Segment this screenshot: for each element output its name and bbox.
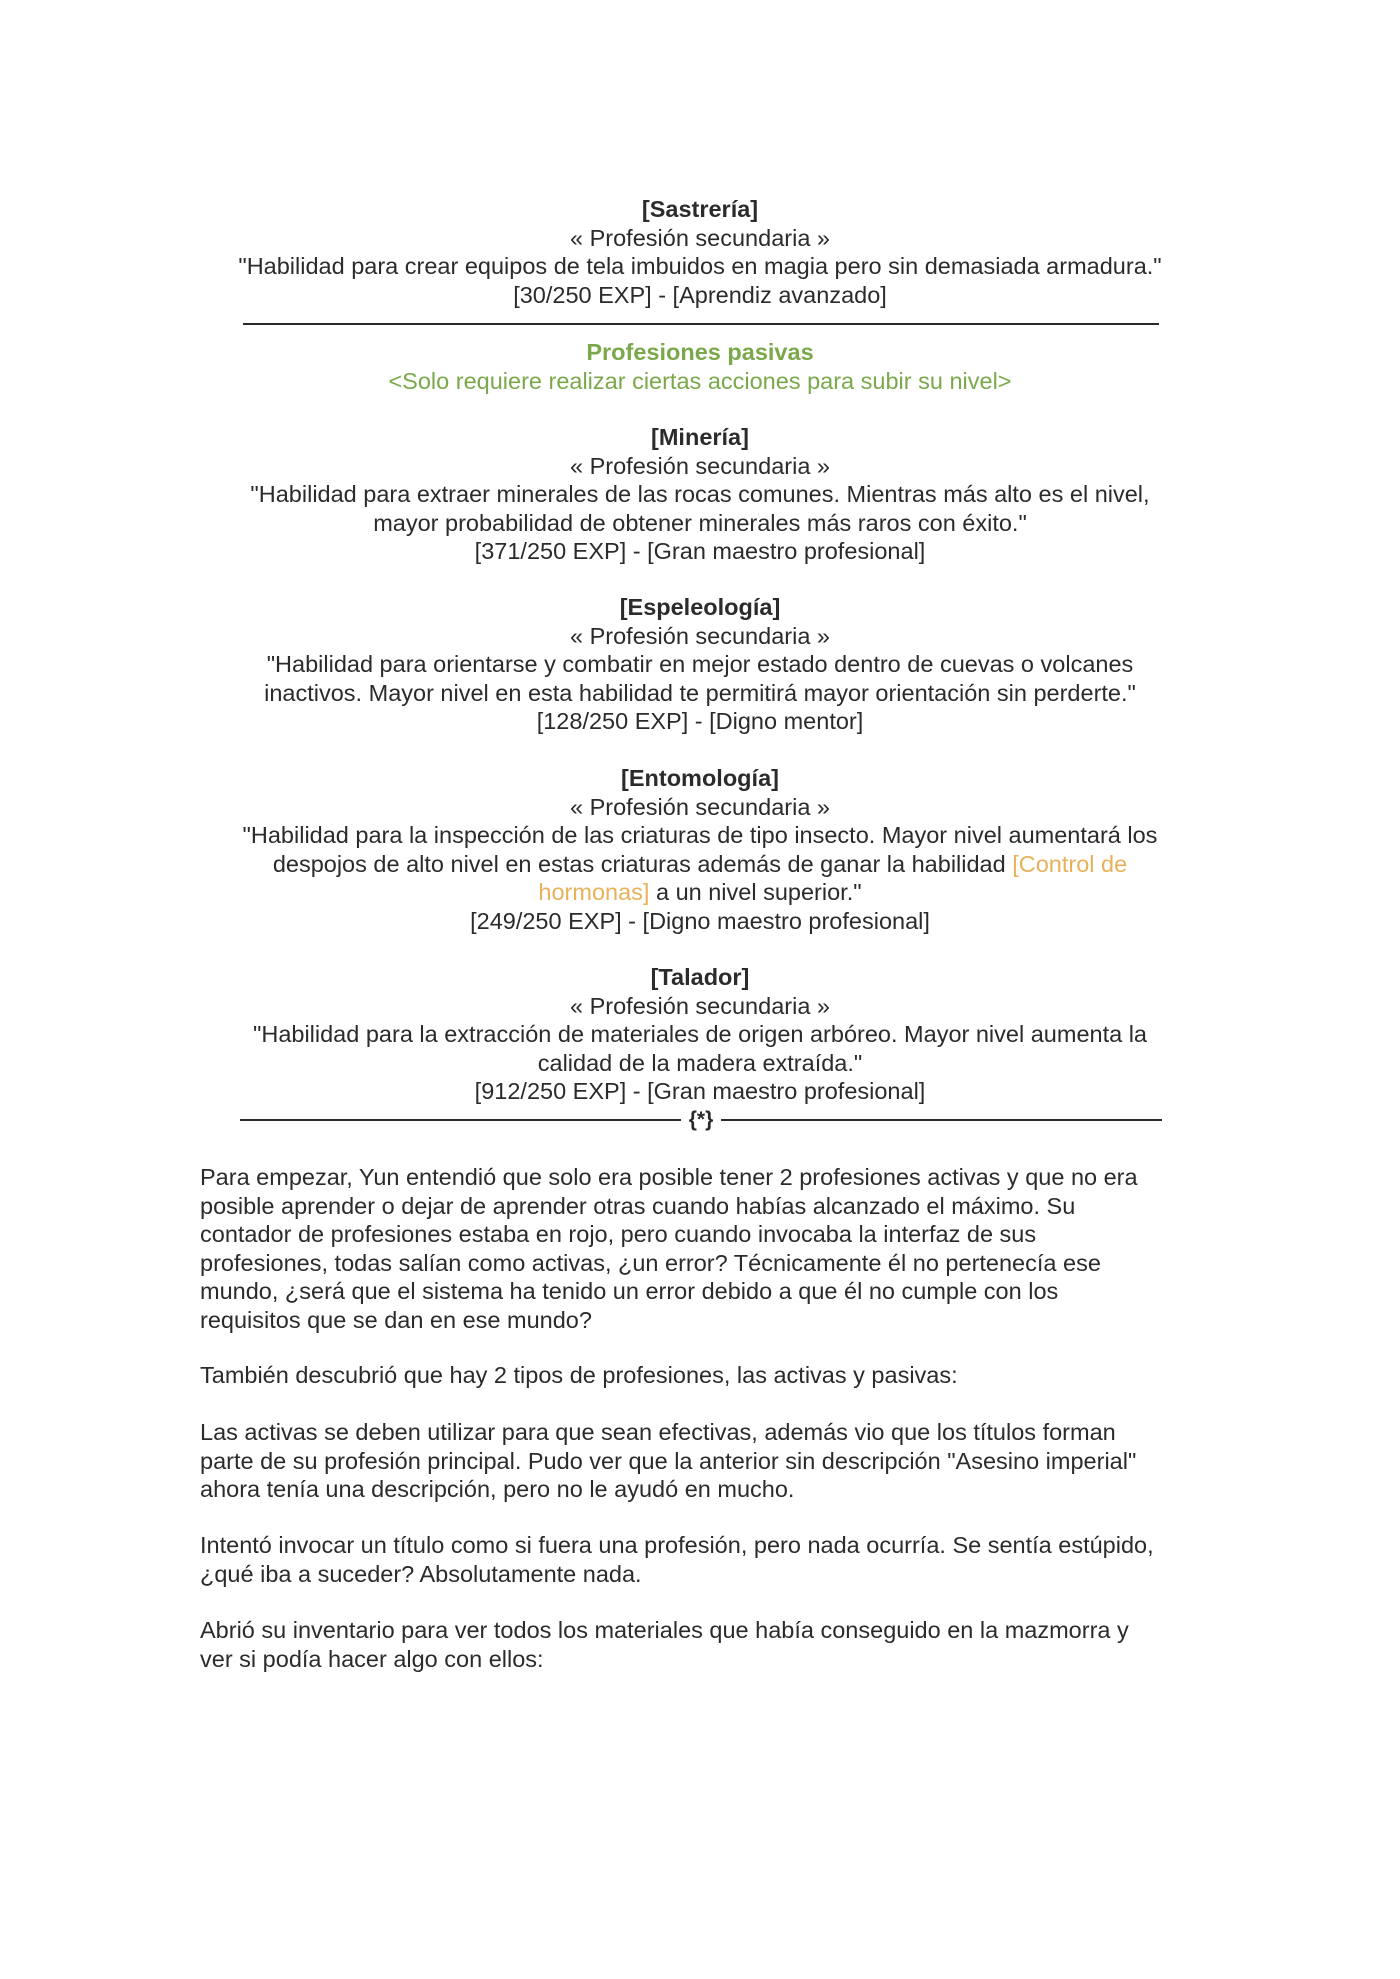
profession-progress: [30/250 EXP] - [Aprendiz avanzado] (513, 281, 887, 308)
profession-type: « Profesión secundaria » (570, 793, 830, 820)
skill-link[interactable]: [Control de (1012, 850, 1128, 877)
section-title: Profesiones pasivas (586, 339, 814, 365)
profession-progress: [128/250 EXP] - [Digno mentor] (536, 708, 864, 734)
profession-type: « Profesión secundaria » (570, 452, 830, 479)
description-text: despojos de alto nivel en estas criaturas además de ganar la habilidad (272, 850, 1013, 877)
profession-description-line (200, 878, 1200, 907)
profession-name: [Talador] (650, 964, 750, 990)
profession-entry-espeleologia (200, 593, 1200, 736)
separator-line-left (240, 1119, 681, 1121)
profession-progress: [371/250 EXP] - [Gran maestro profesional] (474, 538, 926, 564)
text-line: Para empezar, Yun entendió que solo era posible tener 2 profesiones activas y que no era (200, 1164, 1138, 1190)
profession-description: "Habilidad para crear equipos de tela imbuidos en magia pero sin demasiada armadura." (238, 253, 1162, 279)
profession-description-line: "Habilidad para orientarse y combatir en mejor estado dentro de cuevas o volcanes (266, 651, 1134, 677)
profession-description-line: mayor probabilidad de obtener minerales más raros con éxito." (373, 509, 1027, 536)
profession-description-line: calidad de la madera extraída." (537, 1049, 863, 1076)
text-line: ver si podía hacer algo con ellos: (200, 1645, 544, 1672)
profession-description-line: "Habilidad para la inspección de las criaturas de tipo insecto. Mayor nivel aumentará los (242, 822, 1158, 848)
profession-name: [Minería] (651, 424, 749, 450)
profession-name: [Sastrería] (641, 196, 759, 222)
profession-progress: [249/250 EXP] - [Digno maestro profesional] (470, 907, 930, 934)
text-line: profesiones, todas salían como activas, ¿un error? Técnicamente él no pertenecía ese (200, 1249, 1101, 1276)
text-line: contador de profesiones estaba en rojo, pero cuando invocaba la interfaz de sus (200, 1221, 1037, 1247)
narrative-paragraph-5 (200, 1616, 1210, 1673)
divider-line (243, 323, 1159, 325)
text-line: También descubrió que hay 2 tipos de profesiones, las activas y pasivas: (200, 1362, 958, 1388)
text-line: posible aprender o dejar de aprender otras cuando habías alcanzado el máximo. Su (200, 1192, 1076, 1219)
skill-link[interactable]: hormonas] (538, 879, 650, 905)
profession-description-line: "Habilidad para la extracción de materiales de origen arbóreo. Mayor nivel aumenta la (253, 1021, 1147, 1047)
narrative-paragraph-1 (200, 1163, 1210, 1334)
profession-type: « Profesión secundaria » (570, 992, 830, 1019)
profession-type: « Profesión secundaria » (570, 224, 830, 251)
profession-name: [Espeleología] (619, 594, 781, 620)
section-separator (240, 1106, 1162, 1134)
narrative-paragraph-4 (200, 1531, 1210, 1588)
narrative-paragraph-2 (200, 1361, 1210, 1390)
text-line: parte de su profesión principal. Pudo ver que la anterior sin descripción "Asesino imperial" (200, 1447, 1137, 1474)
profession-entry-talador (200, 963, 1200, 1106)
profession-progress: [912/250 EXP] - [Gran maestro profesional] (474, 1078, 926, 1104)
profession-description-line: inactivos. Mayor nivel en esta habilidad te permitirá mayor orientación sin perderte." (264, 679, 1136, 706)
text-line: mundo, ¿será que el sistema ha tenido un error debido a que él no cumple con los (200, 1278, 1059, 1304)
text-line: ¿qué iba a suceder? Absolutamente nada. (200, 1560, 642, 1587)
separator-line-right (721, 1119, 1162, 1121)
narrative-paragraph-3 (200, 1418, 1210, 1504)
passive-section-header (200, 338, 1200, 395)
profession-entry-sastreria (200, 195, 1200, 309)
profession-description-line (200, 850, 1200, 879)
text-line: ahora tenía una descripción, pero no le ayudó en mucho. (200, 1476, 795, 1502)
text-line: Abrió su inventario para ver todos los materiales que había conseguido en la mazmorra y (200, 1617, 1129, 1643)
separator-mark: {*} (688, 1108, 714, 1131)
profession-entry-entomologia (200, 764, 1200, 935)
description-text: a un nivel superior." (649, 879, 862, 905)
profession-entry-mineria (200, 423, 1200, 566)
profession-description-line: "Habilidad para extraer minerales de las rocas comunes. Mientras más alto es el nivel, (250, 481, 1150, 507)
text-line: requisitos que se dan en ese mundo? (200, 1306, 592, 1333)
section-subtitle: <Solo requiere realizar ciertas acciones para subir su nivel> (388, 367, 1012, 394)
profession-name: [Entomología] (621, 765, 779, 791)
profession-type: « Profesión secundaria » (570, 622, 830, 649)
text-line: Intentó invocar un título como si fuera una profesión, pero nada ocurría. Se sentía estúpido, (200, 1532, 1154, 1558)
text-line: Las activas se deben utilizar para que sean efectivas, además vio que los títulos forman (200, 1419, 1116, 1445)
